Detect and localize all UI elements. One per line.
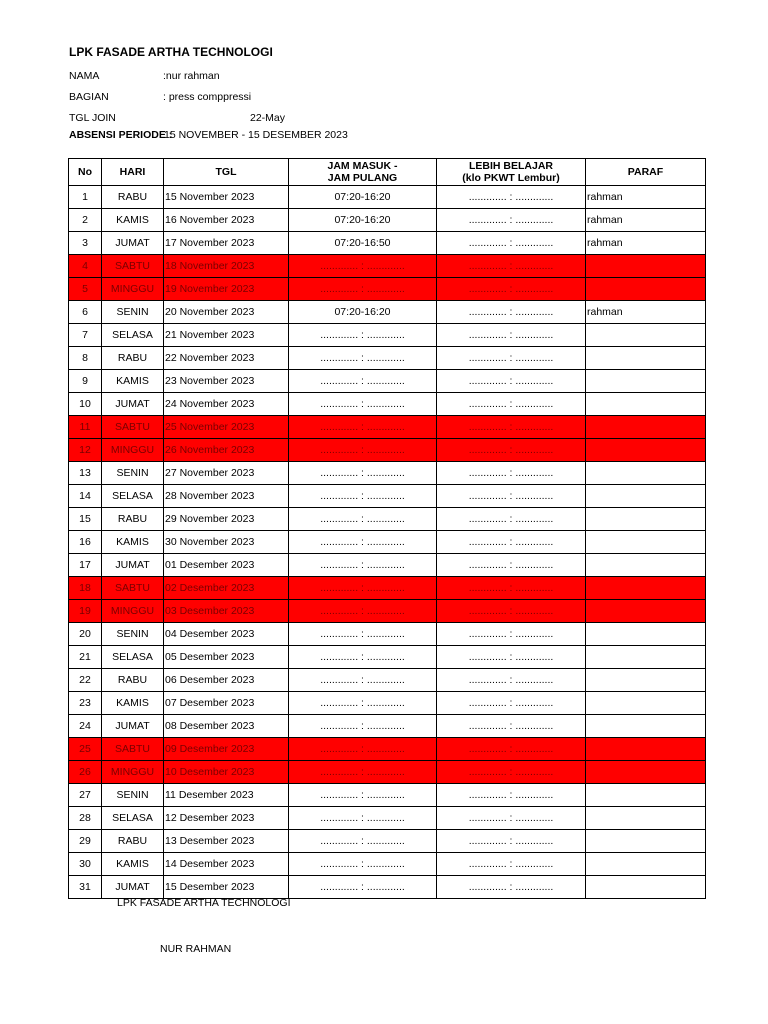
row-lebih: ............. : ............. (437, 278, 586, 301)
row-no: 28 (69, 807, 102, 830)
row-lebih: ............. : ............. (437, 439, 586, 462)
row-jam: 07:20-16:50 (289, 232, 437, 255)
row-jam: ............. : ............. (289, 462, 437, 485)
row-paraf: rahman (586, 209, 706, 232)
row-lebih: ............. : ............. (437, 301, 586, 324)
row-paraf (586, 416, 706, 439)
table-row (69, 462, 706, 485)
col-header-hari: HARI (102, 159, 164, 186)
row-tgl: 03 Desember 2023 (164, 600, 289, 623)
table-row (69, 738, 706, 761)
row-no: 5 (69, 278, 102, 301)
footer-signer: NUR RAHMAN (160, 943, 232, 955)
row-tgl: 02 Desember 2023 (164, 577, 289, 600)
table-row (69, 416, 706, 439)
row-tgl: 12 Desember 2023 (164, 807, 289, 830)
col-header-no: No (69, 159, 102, 186)
row-lebih: ............. : ............. (437, 646, 586, 669)
row-hari: SENIN (102, 301, 164, 324)
row-no: 16 (69, 531, 102, 554)
row-tgl: 24 November 2023 (164, 393, 289, 416)
row-tgl: 09 Desember 2023 (164, 738, 289, 761)
row-paraf (586, 255, 706, 278)
row-lebih: ............. : ............. (437, 876, 586, 899)
row-tgl: 04 Desember 2023 (164, 623, 289, 646)
row-hari: SELASA (102, 646, 164, 669)
row-no: 15 (69, 508, 102, 531)
row-hari: SABTU (102, 416, 164, 439)
row-tgl: 28 November 2023 (164, 485, 289, 508)
table-row (69, 232, 706, 255)
row-jam: ............. : ............. (289, 669, 437, 692)
table-row (69, 853, 706, 876)
table-row (69, 508, 706, 531)
row-no: 3 (69, 232, 102, 255)
row-no: 2 (69, 209, 102, 232)
bagian-label: BAGIAN (69, 91, 109, 103)
row-paraf (586, 623, 706, 646)
row-jam: ............. : ............. (289, 531, 437, 554)
row-hari: RABU (102, 669, 164, 692)
row-paraf (586, 669, 706, 692)
col-header-jam-line2: JAM PULANG (327, 172, 398, 184)
row-no: 10 (69, 393, 102, 416)
tgl-join-label: TGL JOIN (69, 112, 116, 124)
row-no: 11 (69, 416, 102, 439)
row-hari: SELASA (102, 324, 164, 347)
row-no: 8 (69, 347, 102, 370)
row-jam: ............. : ............. (289, 554, 437, 577)
row-no: 30 (69, 853, 102, 876)
table-row (69, 278, 706, 301)
row-no: 21 (69, 646, 102, 669)
table-row (69, 646, 706, 669)
row-no: 23 (69, 692, 102, 715)
row-paraf (586, 807, 706, 830)
row-no: 17 (69, 554, 102, 577)
row-hari: SENIN (102, 784, 164, 807)
row-hari: RABU (102, 186, 164, 209)
table-row (69, 209, 706, 232)
table-row (69, 531, 706, 554)
row-paraf (586, 324, 706, 347)
col-header-jam (289, 159, 437, 186)
row-lebih: ............. : ............. (437, 853, 586, 876)
row-hari: SELASA (102, 807, 164, 830)
table-row (69, 830, 706, 853)
col-header-jam-line1: JAM MASUK - (327, 160, 398, 172)
document-title: LPK FASADE ARTHA TECHNOLOGI (69, 45, 273, 59)
row-lebih: ............. : ............. (437, 554, 586, 577)
col-header-tgl: TGL (164, 159, 289, 186)
row-paraf (586, 715, 706, 738)
row-no: 31 (69, 876, 102, 899)
row-no: 13 (69, 462, 102, 485)
row-hari: SELASA (102, 485, 164, 508)
row-no: 22 (69, 669, 102, 692)
row-jam: ............. : ............. (289, 370, 437, 393)
row-hari: SABTU (102, 255, 164, 278)
row-hari: KAMIS (102, 209, 164, 232)
row-lebih: ............. : ............. (437, 807, 586, 830)
row-lebih: ............. : ............. (437, 370, 586, 393)
table-body (69, 186, 706, 899)
row-tgl: 08 Desember 2023 (164, 715, 289, 738)
row-jam: ............. : ............. (289, 577, 437, 600)
row-lebih: ............. : ............. (437, 232, 586, 255)
row-paraf (586, 876, 706, 899)
row-jam: ............. : ............. (289, 784, 437, 807)
row-lebih: ............. : ............. (437, 577, 586, 600)
row-lebih: ............. : ............. (437, 485, 586, 508)
row-jam: ............. : ............. (289, 393, 437, 416)
row-hari: JUMAT (102, 554, 164, 577)
table-row (69, 393, 706, 416)
row-tgl: 25 November 2023 (164, 416, 289, 439)
row-hari: RABU (102, 830, 164, 853)
table-row (69, 485, 706, 508)
row-hari: JUMAT (102, 876, 164, 899)
row-paraf (586, 646, 706, 669)
row-tgl: 14 Desember 2023 (164, 853, 289, 876)
row-tgl: 18 November 2023 (164, 255, 289, 278)
col-header-lebih-line1: LEBIH BELAJAR (468, 160, 553, 172)
row-paraf (586, 577, 706, 600)
row-lebih: ............. : ............. (437, 623, 586, 646)
row-tgl: 29 November 2023 (164, 508, 289, 531)
row-hari: MINGGU (102, 278, 164, 301)
row-jam: ............. : ............. (289, 761, 437, 784)
row-paraf (586, 462, 706, 485)
row-tgl: 15 Desember 2023 (164, 876, 289, 899)
row-tgl: 13 Desember 2023 (164, 830, 289, 853)
table-row (69, 623, 706, 646)
row-hari: KAMIS (102, 370, 164, 393)
periode-value: 15 NOVEMBER - 15 DESEMBER 2023 (164, 129, 348, 141)
row-hari: MINGGU (102, 600, 164, 623)
table-row (69, 807, 706, 830)
row-paraf (586, 830, 706, 853)
row-paraf (586, 278, 706, 301)
table-row (69, 554, 706, 577)
row-jam: 07:20-16:20 (289, 209, 437, 232)
row-jam: ............. : ............. (289, 485, 437, 508)
row-jam: ............. : ............. (289, 347, 437, 370)
row-lebih: ............. : ............. (437, 209, 586, 232)
row-jam: 07:20-16:20 (289, 186, 437, 209)
row-hari: JUMAT (102, 393, 164, 416)
table-row (69, 669, 706, 692)
row-paraf (586, 347, 706, 370)
table-row (69, 715, 706, 738)
row-tgl: 21 November 2023 (164, 324, 289, 347)
row-jam: ............. : ............. (289, 278, 437, 301)
row-no: 4 (69, 255, 102, 278)
row-hari: SABTU (102, 577, 164, 600)
table-row (69, 255, 706, 278)
row-lebih: ............. : ............. (437, 324, 586, 347)
row-hari: SABTU (102, 738, 164, 761)
row-tgl: 20 November 2023 (164, 301, 289, 324)
row-jam: ............. : ............. (289, 715, 437, 738)
row-paraf: rahman (586, 232, 706, 255)
col-header-lebih-line2: (klo PKWT Lembur) (462, 172, 560, 184)
row-no: 1 (69, 186, 102, 209)
row-no: 6 (69, 301, 102, 324)
tgl-join-value: 22-May (250, 112, 286, 124)
row-no: 24 (69, 715, 102, 738)
row-no: 20 (69, 623, 102, 646)
row-lebih: ............. : ............. (437, 531, 586, 554)
row-hari: JUMAT (102, 232, 164, 255)
row-tgl: 15 November 2023 (164, 186, 289, 209)
row-tgl: 01 Desember 2023 (164, 554, 289, 577)
row-jam: ............. : ............. (289, 600, 437, 623)
row-no: 25 (69, 738, 102, 761)
row-lebih: ............. : ............. (437, 186, 586, 209)
row-tgl: 11 Desember 2023 (164, 784, 289, 807)
table-row (69, 876, 706, 899)
row-jam: ............. : ............. (289, 324, 437, 347)
row-jam: ............. : ............. (289, 255, 437, 278)
col-header-lebih (437, 159, 586, 186)
row-lebih: ............. : ............. (437, 715, 586, 738)
row-hari: SENIN (102, 462, 164, 485)
row-tgl: 23 November 2023 (164, 370, 289, 393)
table-row (69, 324, 706, 347)
row-tgl: 07 Desember 2023 (164, 692, 289, 715)
row-paraf (586, 508, 706, 531)
row-paraf (586, 439, 706, 462)
row-jam: ............. : ............. (289, 853, 437, 876)
row-lebih: ............. : ............. (437, 830, 586, 853)
bagian-value: : press comppressi (163, 91, 252, 103)
row-no: 12 (69, 439, 102, 462)
row-hari: KAMIS (102, 853, 164, 876)
table-row (69, 600, 706, 623)
row-lebih: ............. : ............. (437, 416, 586, 439)
row-no: 19 (69, 600, 102, 623)
periode-label: ABSENSI PERIODE : (69, 129, 173, 141)
row-paraf (586, 531, 706, 554)
table-row (69, 577, 706, 600)
table-row (69, 347, 706, 370)
row-no: 9 (69, 370, 102, 393)
table-row (69, 301, 706, 324)
row-lebih: ............. : ............. (437, 347, 586, 370)
row-tgl: 16 November 2023 (164, 209, 289, 232)
attendance-table (68, 158, 706, 899)
row-lebih: ............. : ............. (437, 784, 586, 807)
row-paraf (586, 738, 706, 761)
row-tgl: 05 Desember 2023 (164, 646, 289, 669)
row-jam: ............. : ............. (289, 692, 437, 715)
row-jam: ............. : ............. (289, 738, 437, 761)
nama-value: :nur rahman (163, 70, 220, 82)
row-tgl: 22 November 2023 (164, 347, 289, 370)
row-lebih: ............. : ............. (437, 669, 586, 692)
row-lebih: ............. : ............. (437, 255, 586, 278)
row-lebih: ............. : ............. (437, 738, 586, 761)
row-hari: RABU (102, 508, 164, 531)
row-tgl: 30 November 2023 (164, 531, 289, 554)
row-paraf (586, 784, 706, 807)
row-no: 27 (69, 784, 102, 807)
row-paraf (586, 761, 706, 784)
table-row (69, 784, 706, 807)
row-hari: JUMAT (102, 715, 164, 738)
row-paraf (586, 600, 706, 623)
row-tgl: 27 November 2023 (164, 462, 289, 485)
row-paraf (586, 853, 706, 876)
row-paraf (586, 554, 706, 577)
row-hari: MINGGU (102, 761, 164, 784)
row-lebih: ............. : ............. (437, 600, 586, 623)
row-lebih: ............. : ............. (437, 761, 586, 784)
row-paraf (586, 485, 706, 508)
row-paraf (586, 370, 706, 393)
row-lebih: ............. : ............. (437, 692, 586, 715)
nama-label: NAMA (69, 70, 100, 82)
row-jam: ............. : ............. (289, 439, 437, 462)
row-no: 7 (69, 324, 102, 347)
row-tgl: 06 Desember 2023 (164, 669, 289, 692)
row-hari: SENIN (102, 623, 164, 646)
row-no: 26 (69, 761, 102, 784)
table-row (69, 370, 706, 393)
row-paraf (586, 393, 706, 416)
row-lebih: ............. : ............. (437, 508, 586, 531)
row-jam: ............. : ............. (289, 807, 437, 830)
col-header-paraf: PARAF (586, 159, 706, 186)
row-paraf: rahman (586, 301, 706, 324)
row-hari: KAMIS (102, 692, 164, 715)
row-jam: ............. : ............. (289, 623, 437, 646)
row-jam: ............. : ............. (289, 508, 437, 531)
row-paraf: rahman (586, 186, 706, 209)
row-hari: KAMIS (102, 531, 164, 554)
footer-company: LPK FASADE ARTHA TECHNOLOGI (117, 897, 291, 909)
row-no: 18 (69, 577, 102, 600)
row-tgl: 17 November 2023 (164, 232, 289, 255)
row-paraf (586, 692, 706, 715)
row-hari: MINGGU (102, 439, 164, 462)
row-tgl: 26 November 2023 (164, 439, 289, 462)
row-no: 29 (69, 830, 102, 853)
row-jam: ............. : ............. (289, 876, 437, 899)
row-tgl: 10 Desember 2023 (164, 761, 289, 784)
row-tgl: 19 November 2023 (164, 278, 289, 301)
row-hari: RABU (102, 347, 164, 370)
table-row (69, 692, 706, 715)
table-row (69, 186, 706, 209)
table-header-row (69, 159, 706, 186)
row-no: 14 (69, 485, 102, 508)
row-lebih: ............. : ............. (437, 462, 586, 485)
table-row (69, 761, 706, 784)
row-jam: 07:20-16:20 (289, 301, 437, 324)
row-jam: ............. : ............. (289, 416, 437, 439)
row-lebih: ............. : ............. (437, 393, 586, 416)
table-row (69, 439, 706, 462)
row-jam: ............. : ............. (289, 646, 437, 669)
row-jam: ............. : ............. (289, 830, 437, 853)
